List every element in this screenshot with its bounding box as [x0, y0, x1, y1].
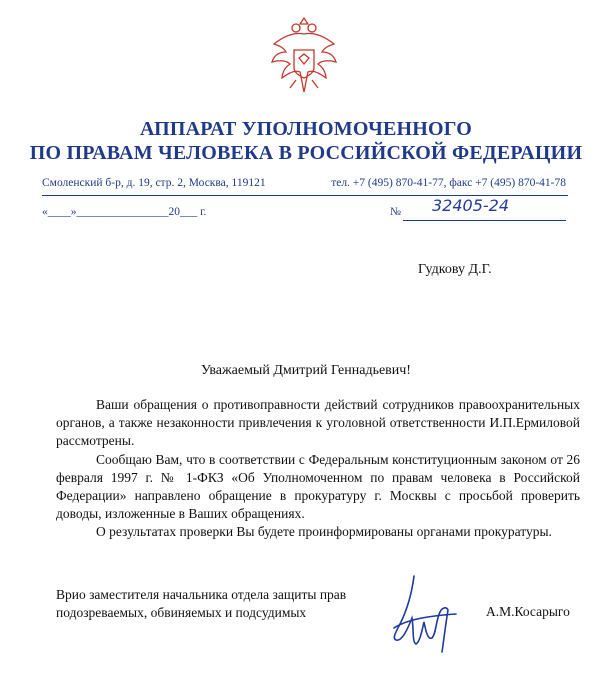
addressee: Гудкову Д.Г.	[418, 262, 492, 277]
handwritten-signature-icon	[386, 568, 466, 658]
org-name-line1: АППАРАТ УПОЛНОМОЧЕННОГО	[139, 118, 472, 140]
signatory-title-line2: подозреваемых, обвиняемых и подсудимых	[56, 605, 307, 620]
letter-body	[56, 396, 580, 542]
org-contacts: тел. +7 (495) 870-41-77, факс +7 (495) 870-41-78	[331, 177, 566, 189]
number-label: №	[390, 206, 401, 218]
paragraph: О результатах проверки Вы будете проинформированы органами прокуратуры.	[96, 524, 552, 540]
number-underline	[403, 220, 566, 221]
org-name-line2: ПО ПРАВАМ ЧЕЛОВЕКА В РОССИЙСКОЙ ФЕДЕРАЦИИ	[29, 142, 583, 164]
date-field: «____»________________20___ г.	[42, 206, 207, 218]
paragraph: Ваши обращения о противоправности действий сотрудников правоохранительных органов, а также незаконности привлечения к уголовной ответственности И.П.Ермиловой рассмотрены.	[56, 397, 580, 449]
org-address: Смоленский б-р, д. 19, стр. 2, Москва, 119121	[42, 177, 266, 189]
signatory-title	[56, 586, 346, 622]
signatory-title-line1: Врио заместителя начальника отдела защиты прав	[56, 587, 347, 602]
salutation: Уважаемый Дмитрий Геннадьевич!	[201, 363, 411, 378]
paragraph: Сообщаю Вам, что в соответствии с Федеральным конституционным законом от 26 февраля 1997 г. № 1-ФКЗ «Об Уполномоченном по правам человека в Российской Федерации» направлено обращение в прокуратуру г. Москвы с просьбой проверить доводы, изложенные в Ваших обращениях.	[56, 451, 580, 522]
signatory-name: А.М.Косарыго	[486, 604, 570, 619]
registration-number: 32405-24	[432, 196, 510, 215]
double-headed-eagle-icon	[268, 14, 340, 100]
